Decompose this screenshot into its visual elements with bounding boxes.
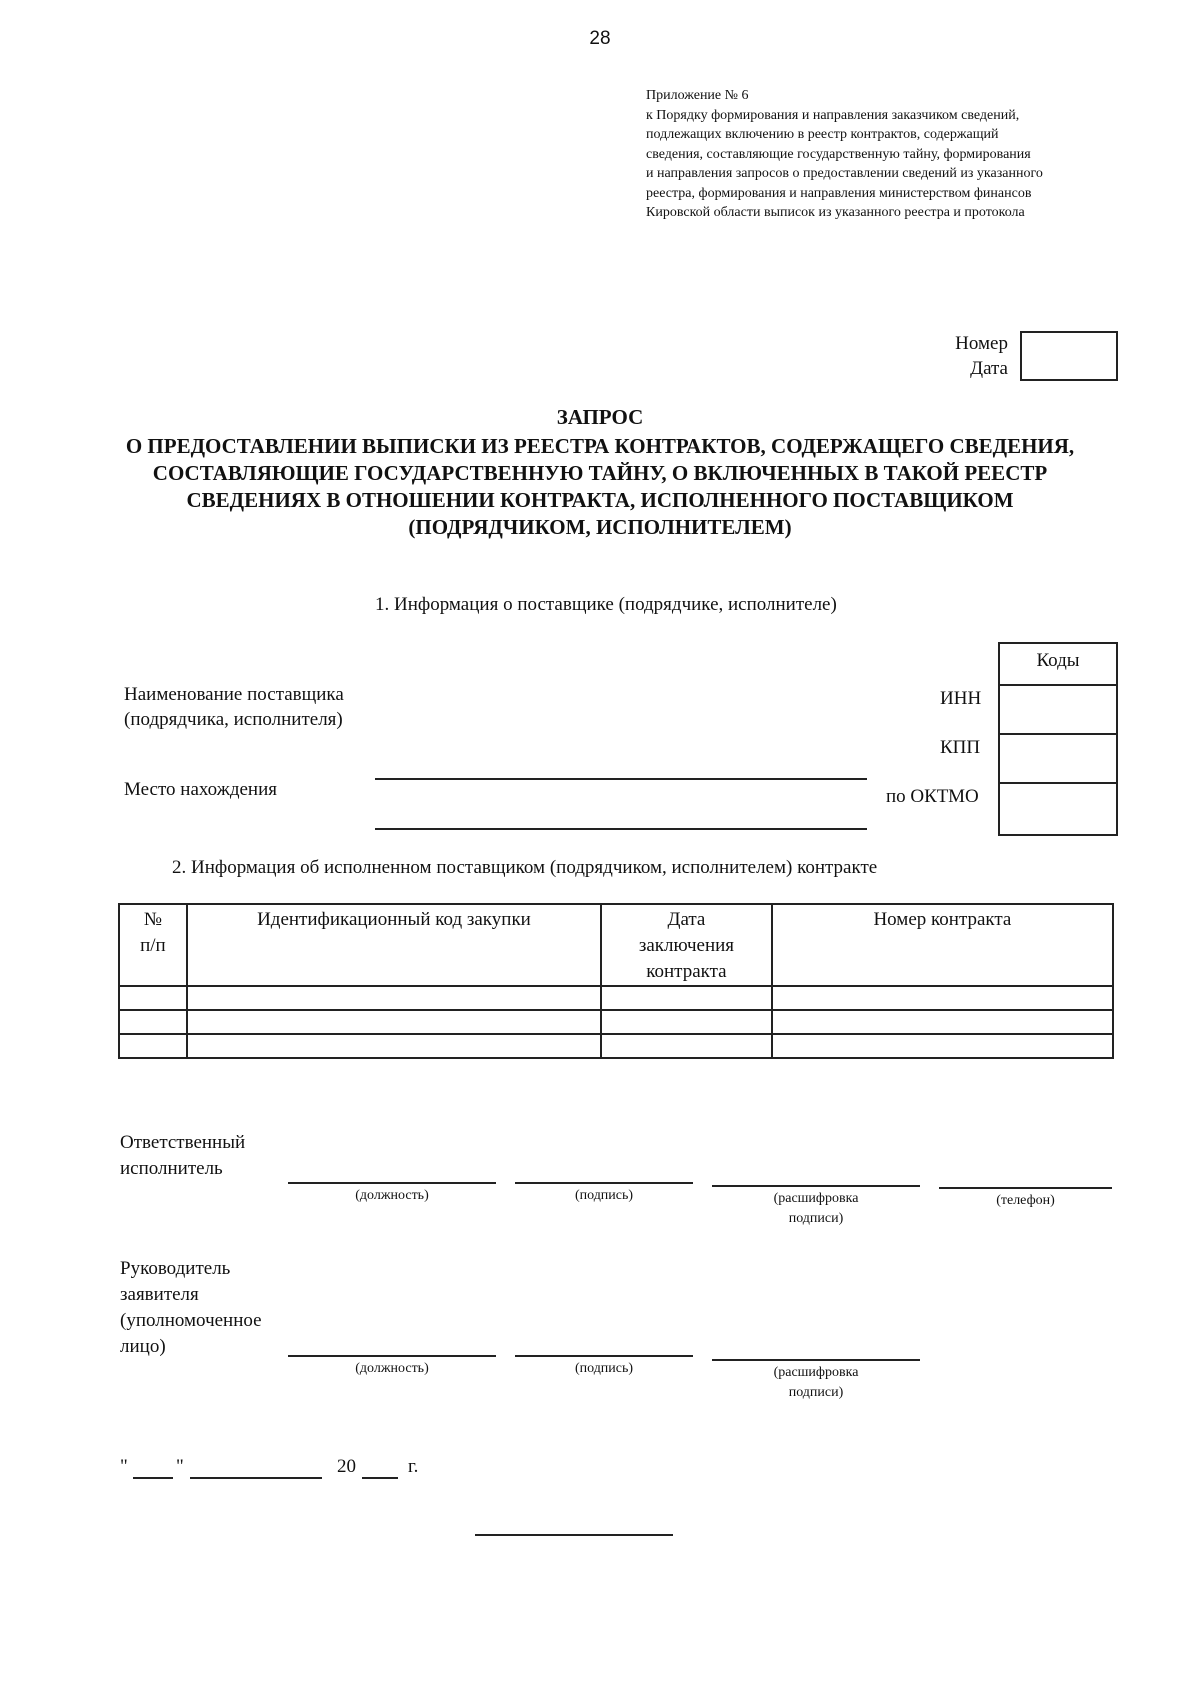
date-quote-open: "	[120, 1456, 128, 1477]
caption-line: (расшифровка	[773, 1365, 859, 1380]
table-row	[119, 1034, 1113, 1058]
table-cell[interactable]	[772, 1010, 1113, 1034]
oktmo-field[interactable]	[1000, 782, 1116, 832]
location-line[interactable]	[375, 828, 867, 830]
head-signature-line[interactable]	[515, 1355, 693, 1357]
date-year-line[interactable]	[362, 1477, 398, 1479]
responsible-position-line[interactable]	[288, 1182, 496, 1184]
date-month-line[interactable]	[190, 1477, 322, 1479]
table-cell[interactable]	[772, 1034, 1113, 1058]
head-decoding-caption	[712, 1363, 920, 1403]
date-year-prefix: 20	[337, 1456, 356, 1477]
head-decoding-line[interactable]	[712, 1359, 920, 1361]
responsible-phone-line[interactable]	[939, 1187, 1112, 1189]
responsible-label-line: Ответственный	[120, 1132, 246, 1153]
head-position-line[interactable]	[288, 1355, 496, 1357]
appendix-line: подлежащих включению в реестр контрактов, содержащий	[646, 127, 999, 142]
table-row	[119, 986, 1113, 1010]
table-cell[interactable]	[187, 1010, 601, 1034]
table-row	[119, 1010, 1113, 1034]
title-line: СВЕДЕНИЯХ В ОТНОШЕНИИ КОНТРАКТА, ИСПОЛНЕННОГО ПОСТАВЩИКОМ	[186, 488, 1014, 512]
head-label-line: лицо)	[120, 1336, 166, 1357]
request-date-label: Дата	[970, 358, 1008, 379]
section1-title: 1. Информация о поставщике (подрядчике, исполнителе)	[375, 594, 837, 615]
head-signature-caption: (подпись)	[574, 1361, 634, 1376]
title-line: О ПРЕДОСТАВЛЕНИИ ВЫПИСКИ ИЗ РЕЕСТРА КОНТРАКТОВ, СОДЕРЖАЩЕГО СВЕДЕНИЯ,	[125, 434, 1075, 458]
request-date-field[interactable]	[1020, 355, 1118, 381]
responsible-phone-caption: (телефон)	[996, 1193, 1055, 1208]
column-header-purchase-code: Идентификационный код закупки	[187, 904, 601, 986]
head-position-caption: (должность)	[355, 1361, 429, 1376]
table-cell[interactable]	[119, 986, 187, 1010]
supplier-name-line[interactable]	[375, 778, 867, 780]
responsible-position-caption: (должность)	[355, 1188, 429, 1203]
head-label-line: заявителя	[120, 1284, 199, 1305]
column-header-text: №	[143, 909, 162, 930]
responsible-decoding-caption	[712, 1189, 920, 1229]
caption-line: подписи)	[788, 1211, 844, 1226]
kpp-label: КПП	[940, 737, 981, 758]
caption-line: (расшифровка	[773, 1191, 859, 1206]
responsible-signature-line[interactable]	[515, 1182, 693, 1184]
table-cell[interactable]	[187, 986, 601, 1010]
inn-field[interactable]	[1000, 684, 1116, 733]
table-cell[interactable]	[119, 1010, 187, 1034]
section2-title: 2. Информация об исполненном поставщиком (подрядчиком, исполнителем) контракте	[172, 857, 878, 878]
column-header-text: заключения	[638, 935, 735, 956]
table-header-row	[119, 904, 1113, 986]
appendix-line: к Порядку формирования и направления заказчиком сведений,	[646, 107, 1020, 123]
page-number: 28	[589, 28, 611, 49]
column-header-text: Дата	[667, 909, 706, 930]
responsible-label-line: исполнитель	[120, 1158, 223, 1179]
oktmo-label: по ОКТМО	[886, 786, 979, 807]
head-label	[120, 1256, 262, 1360]
column-header-contract-number: Номер контракта	[772, 904, 1113, 986]
closing-divider	[475, 1534, 673, 1536]
table-cell[interactable]	[119, 1034, 187, 1058]
column-header-text: контракта	[646, 961, 727, 982]
table-cell[interactable]	[601, 1034, 772, 1058]
appendix-line: реестра, формирования и направления министерством финансов	[646, 185, 1032, 201]
title-line: (ПОДРЯДЧИКОМ, ИСПОЛНИТЕЛЕМ)	[408, 515, 792, 539]
appendix-line: сведения, составляющие государственную тайну, формирования	[646, 146, 1031, 162]
inn-label: ИНН	[940, 688, 982, 709]
column-header-text: п/п	[140, 935, 166, 956]
supplier-name-label	[124, 682, 344, 732]
appendix-title: Приложение № 6	[646, 88, 749, 103]
supplier-name-label-line: (подрядчика, исполнителя)	[124, 709, 343, 730]
date-year-suffix: г.	[408, 1456, 419, 1477]
table-cell[interactable]	[601, 1010, 772, 1034]
title-line: СОСТАВЛЯЮЩИЕ ГОСУДАРСТВЕННУЮ ТАЙНУ, О ВКЛЮЧЕННЫХ В ТАКОЙ РЕЕСТР	[152, 461, 1048, 485]
caption-line: подписи)	[788, 1385, 844, 1400]
head-label-line: Руководитель	[120, 1258, 231, 1279]
codes-table	[998, 642, 1118, 836]
request-number-label: Номер	[955, 333, 1008, 354]
head-label-line: (уполномоченное	[120, 1310, 262, 1331]
supplier-name-label-line: Наименование поставщика	[124, 684, 344, 705]
column-header-date	[601, 904, 772, 986]
responsible-label	[120, 1130, 245, 1182]
responsible-decoding-line[interactable]	[712, 1185, 920, 1187]
table-cell[interactable]	[772, 986, 1113, 1010]
contracts-table	[118, 903, 1114, 1059]
table-cell[interactable]	[601, 986, 772, 1010]
date-quote-close: "	[176, 1456, 184, 1477]
table-cell[interactable]	[187, 1034, 601, 1058]
appendix-block	[646, 86, 1166, 223]
appendix-line: Кировской области выписок из указанного реестра и протокола	[646, 205, 1025, 220]
date-day-line[interactable]	[133, 1477, 173, 1479]
appendix-line: и направления запросов о предоставлении сведений из указанного	[646, 166, 1043, 181]
document-title	[100, 404, 1100, 541]
location-label: Место нахождения	[124, 779, 277, 800]
column-header-num	[119, 904, 187, 986]
kpp-field[interactable]	[1000, 733, 1116, 782]
title-line: ЗАПРОС	[556, 405, 644, 429]
codes-header: Коды	[1036, 650, 1080, 671]
responsible-signature-caption: (подпись)	[574, 1188, 634, 1203]
